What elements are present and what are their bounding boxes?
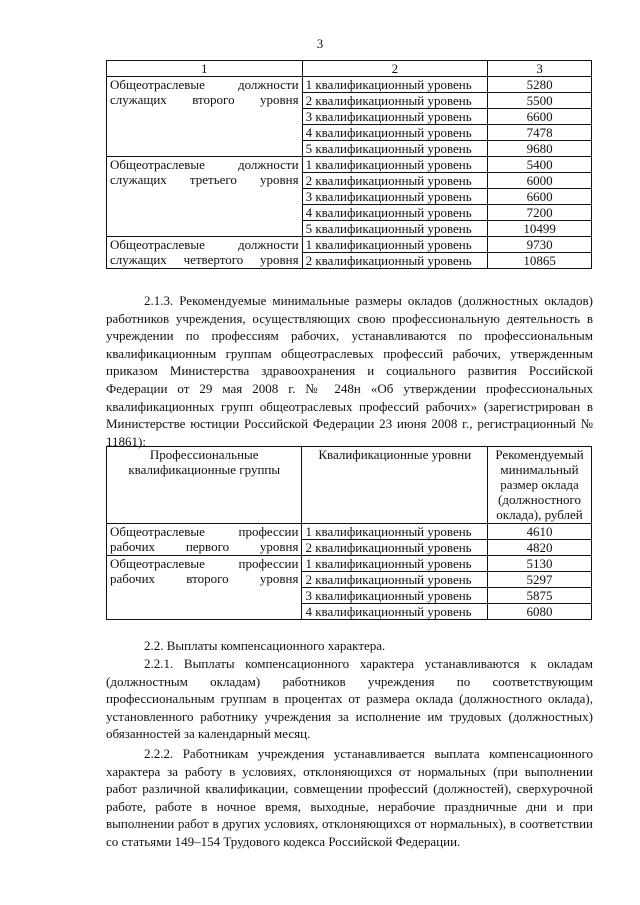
table-row bbox=[107, 524, 592, 540]
salary-value-cell: 6600 bbox=[488, 189, 592, 205]
level-cell: 1 квалификационный уровень bbox=[302, 157, 488, 173]
level-cell: 2 квалификационный уровень bbox=[302, 253, 488, 269]
level-cell: 3 квалификационный уровень bbox=[302, 109, 488, 125]
table-header-row bbox=[107, 61, 592, 77]
paragraph-2-2-2: 2.2.2. Работникам учреждения устанавливается выплата компенсационного характера за работу в условиях, отклоняющихся от нормальных (при выполнении работ различной квалификации, совмещении профессий (должностей), сверхурочной работе, работе в ночное время, выходные, нерабочие праздничные дни и при выполнении работ в других условиях, отклоняющихся от нормальных), в соответствии со статьями 149–154 Трудового кодекса Российской Федерации. bbox=[106, 746, 593, 849]
table-header-cell: 2 bbox=[302, 61, 488, 77]
table-row bbox=[107, 77, 592, 93]
table-row bbox=[107, 157, 592, 173]
level-cell: 5 квалификационный уровень bbox=[302, 141, 488, 157]
salary-value-cell: 7200 bbox=[488, 205, 592, 221]
level-cell: 1 квалификационный уровень bbox=[302, 524, 488, 540]
level-cell: 3 квалификационный уровень bbox=[302, 189, 488, 205]
level-cell: 2 квалификационный уровень bbox=[302, 540, 488, 556]
paragraph-2-1-3: 2.1.3. Рекомендуемые минимальные размеры окладов (должностных окладов) работников учреждения, осуществляющих свою профессиональную деятельность в учреждении по профессиям рабочих, устанавливаются по профессиональным квалификационным группам общеотраслевых профессий рабочих, утвержденным приказом Министерства здравоохранения и социального развития Российской Федерации от 29 мая 2008 г. № 248н «Об утверждении профессиональных квалификационных групп общеотраслевых профессий рабочих» (зарегистрирован в Министерстве юстиции Российской Федерации 23 июня 2008 г., регистрационный № 11861): bbox=[106, 293, 593, 449]
paragraph-2-2-1: 2.2.1. Выплаты компенсационного характера устанавливаются к окладам (должностным окладам) работников учреждения по соответствующим профессиональным группам в процентах от размера оклада (должностного оклада), установленного работнику учреждения за исполнение им трудовых (должностных) обязанностей за календарный месяц. bbox=[106, 656, 593, 742]
salary-value-cell: 6600 bbox=[488, 109, 592, 125]
level-cell: 2 квалификационный уровень bbox=[302, 572, 488, 588]
salary-value-cell: 5130 bbox=[488, 556, 592, 572]
table-row bbox=[107, 556, 592, 572]
salary-value-cell: 5875 bbox=[488, 588, 592, 604]
table-header-row bbox=[107, 447, 592, 524]
group-name-cell: Общеотраслевые профессии рабочих первого уровня bbox=[107, 524, 302, 556]
level-cell: 1 квалификационный уровень bbox=[302, 237, 488, 253]
paragraph-2-2: 2.2. Выплаты компенсационного характера. bbox=[144, 638, 386, 653]
page-number: 3 bbox=[316, 36, 324, 51]
salary-table-employees bbox=[106, 60, 592, 269]
salary-value-cell: 5500 bbox=[488, 93, 592, 109]
table-header-cell: 3 bbox=[488, 61, 592, 77]
salary-value-cell: 6000 bbox=[488, 173, 592, 189]
level-cell: 5 квалификационный уровень bbox=[302, 221, 488, 237]
level-cell: 4 квалификационный уровень bbox=[302, 125, 488, 141]
level-cell: 1 квалификационный уровень bbox=[302, 556, 488, 572]
salary-value-cell: 7478 bbox=[488, 125, 592, 141]
salary-value-cell: 5280 bbox=[488, 77, 592, 93]
table-header-cell: Рекомендуемый минимальный размер оклада (должностного оклада), рублей bbox=[488, 447, 592, 524]
salary-value-cell: 9680 bbox=[488, 141, 592, 157]
salary-value-cell: 10865 bbox=[488, 253, 592, 269]
salary-value-cell: 5297 bbox=[488, 572, 592, 588]
salary-value-cell: 10499 bbox=[488, 221, 592, 237]
table-header-cell: 1 bbox=[107, 61, 303, 77]
salary-value-cell: 9730 bbox=[488, 237, 592, 253]
group-name-cell: Общеотраслевые должности служащих четвертого уровня bbox=[107, 237, 303, 269]
level-cell: 4 квалификационный уровень bbox=[302, 205, 488, 221]
level-cell: 2 квалификационный уровень bbox=[302, 93, 488, 109]
salary-value-cell: 4610 bbox=[488, 524, 592, 540]
group-name-cell: Общеотраслевые должности служащих второго уровня bbox=[107, 77, 303, 157]
level-cell: 1 квалификационный уровень bbox=[302, 77, 488, 93]
group-name-cell: Общеотраслевые должности служащих третьего уровня bbox=[107, 157, 303, 237]
table-header-cell: Квалификационные уровни bbox=[302, 447, 488, 524]
salary-value-cell: 4820 bbox=[488, 540, 592, 556]
group-name-cell: Общеотраслевые профессии рабочих второго уровня bbox=[107, 556, 302, 620]
salary-value-cell: 6080 bbox=[488, 604, 592, 620]
level-cell: 2 квалификационный уровень bbox=[302, 173, 488, 189]
table-header-cell: Профессиональные квалификационные группы bbox=[107, 447, 302, 524]
salary-value-cell: 5400 bbox=[488, 157, 592, 173]
table-row bbox=[107, 237, 592, 253]
level-cell: 4 квалификационный уровень bbox=[302, 604, 488, 620]
salary-table-workers bbox=[106, 446, 592, 620]
level-cell: 3 квалификационный уровень bbox=[302, 588, 488, 604]
